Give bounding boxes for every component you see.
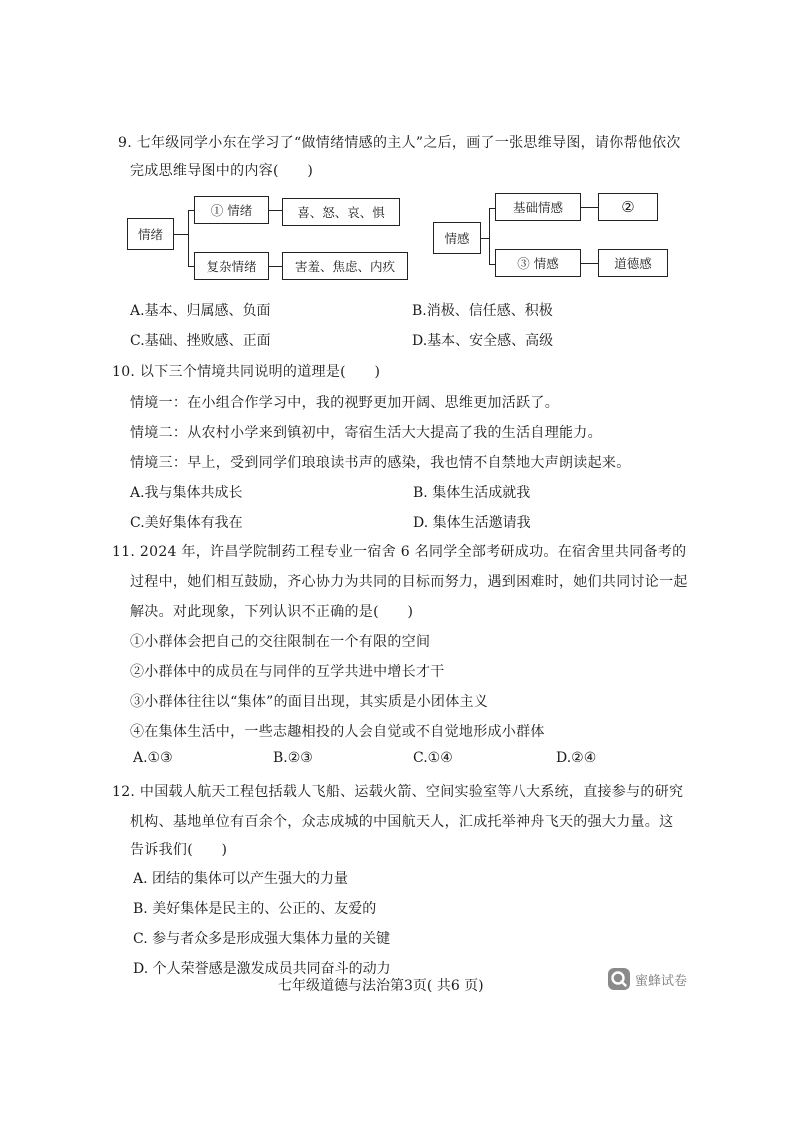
brand-logo-icon [607,967,631,991]
map-left-connector [269,210,282,211]
q9-option-a[interactable]: A.基本、归属感、负面 [130,303,271,319]
q11-statement-4: ④在集体生活中，一些志趣相投的人会自觉或不自觉地形成小群体 [130,724,545,740]
map-left-leaf2: 害羞、焦虑、内疚 [282,252,408,280]
q12-stem-line3: 告诉我们( ) [130,842,228,858]
map-right-connector [581,207,598,208]
map-left-branch1: ① 情绪 [194,196,269,224]
q11-stem-line1: 11. 2024 年，许昌学院制药工程专业一宿舍 6 名同学全部考研成功。在宿舍里共同备考的 [112,544,687,560]
map-left-bracket [188,210,189,266]
map-left-root: 情绪 [127,218,174,250]
map-right-connector [481,238,489,239]
q11-statement-1: ①小群体会把自己的交往限制在一个有限的空间 [130,634,431,650]
q11-option-c[interactable]: C.①④ [413,750,453,766]
q10-scenario-2: 情境二：从农村小学来到镇初中，寄宿生活大大提高了我的生活自理能力。 [130,425,602,441]
q12-option-c[interactable]: C. 参与者众多是形成强大集体力量的关键 [133,931,391,947]
q9-stem-line2: 完成思维导图中的内容( ) [130,163,314,179]
map-left-connector [269,266,282,267]
map-left-connector [174,234,188,235]
q10-stem: 10. 以下三个情境共同说明的道理是( ) [112,364,381,380]
q11-stem-line3: 解决。对此现象，下列认识不正确的是( ) [130,604,414,620]
q12-stem-line2: 机构、基地单位有百余个，众志成城的中国航天人，汇成托举神舟飞天的强大力量。这 [130,814,674,830]
q10-option-c[interactable]: C.美好集体有我在 [130,515,243,531]
q10-option-a[interactable]: A.我与集体共成长 [130,485,243,501]
map-right-bracket [489,208,490,264]
map-left-branch2: 复杂情绪 [194,252,269,280]
q10-scenario-3: 情境三：早上，受到同学们琅琅读书声的感染，我也情不自禁地大声朗读起来。 [130,455,631,471]
map-right-connector [581,263,598,264]
map-right-branch1: 基础情感 [495,193,581,221]
map-right-branch2: ③ 情感 [495,249,581,277]
q9-stem-line1: 9. 七年级同学小东在学习了“做情绪情感的主人”之后，画了一张思维导图，请你帮他依次 [118,135,681,151]
map-left-leaf1: 喜、怒、哀、惧 [282,198,400,226]
map-right-root: 情感 [433,222,481,254]
q12-option-a[interactable]: A. 团结的集体可以产生强大的力量 [133,871,349,887]
q11-option-b[interactable]: B.②③ [273,750,313,766]
q10-scenario-1: 情境一：在小组合作学习中，我的视野更加开阔、思维更加活跃了。 [130,395,559,411]
q11-option-a[interactable]: A.①③ [133,750,173,766]
q10-option-b[interactable]: B. 集体生活成就我 [413,485,531,501]
q11-statement-3: ③小群体往往以“集体”的面目出现，其实质是小团体主义 [130,694,489,710]
q12-option-d[interactable]: D. 个人荣誉感是激发成员共同奋斗的动力 [133,961,391,977]
map-right-leaf1: ② [598,193,658,221]
q9-option-d[interactable]: D.基本、安全感、高级 [412,333,554,349]
page-footer: 七年级道德与法治第3页( 共6 页) [278,978,484,994]
watermark-logo [607,967,687,991]
q12-stem-line1: 12. 中国载人航天工程包括载人飞船、运载火箭、空间实验室等八大系统，直接参与的研究 [112,784,684,800]
q11-statement-2: ②小群体中的成员在与同伴的互学共进中增长才干 [130,664,445,680]
map-right-leaf2: 道德感 [598,249,668,277]
q9-option-c[interactable]: C.基础、挫败感、正面 [130,333,271,349]
watermark-text: 蜜蜂试卷 [635,973,688,989]
q12-option-b[interactable]: B. 美好集体是民主的、公正的、友爱的 [133,901,377,917]
q10-option-d[interactable]: D. 集体生活邀请我 [413,515,531,531]
q9-option-b[interactable]: B.消极、信任感、积极 [412,303,553,319]
q11-option-d[interactable]: D.②④ [556,750,597,766]
q11-stem-line2: 过程中，她们相互鼓励，齐心协力为共同的目标而努力，遇到困难时，她们共同讨论一起 [130,574,688,590]
